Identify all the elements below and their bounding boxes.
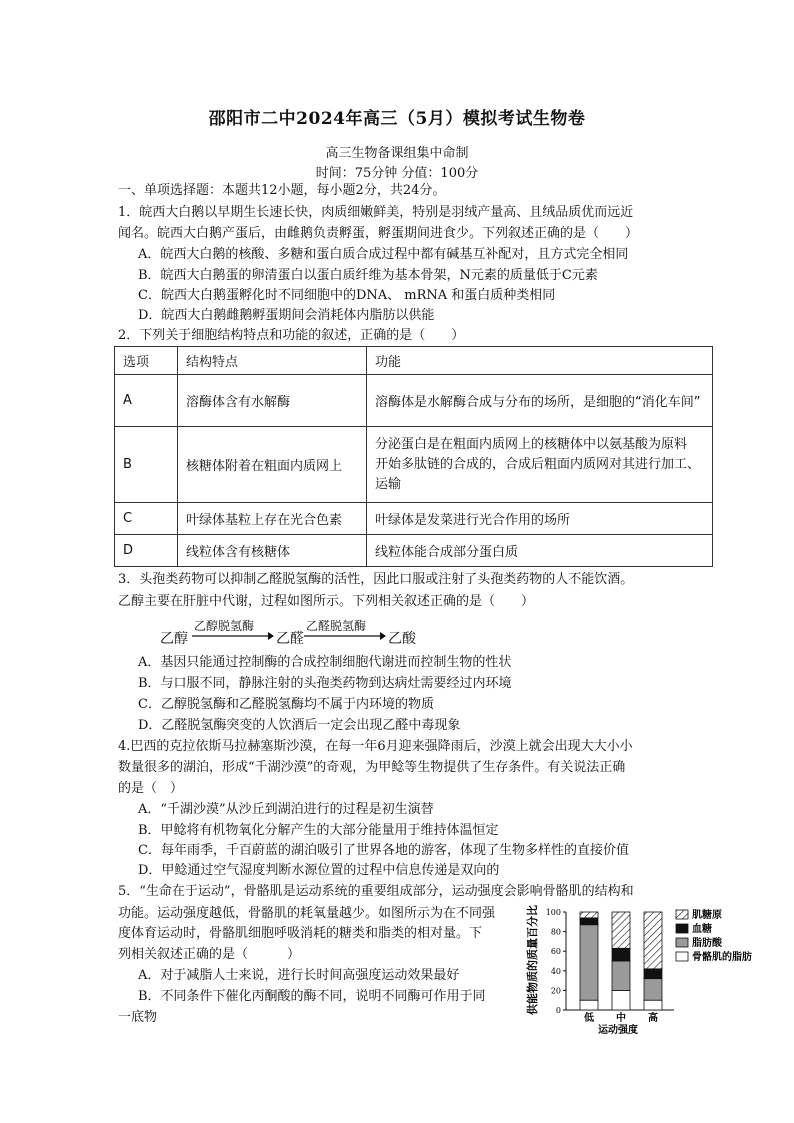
bar-segment-hatch [580,912,598,918]
cell-function: 叶绿体是发菜进行光合作用的场所 [367,503,713,535]
q4-option-c: C．每年雨季，千百蔚蓝的湖泊吸引了世界各地的游客，体现了生物多样性的直接价值 [138,843,629,858]
q5-stem-line1: 5．“生命在于运动”，骨骼肌是运动系统的重要组成部分，运动强度会影响骨骼肌的结构和 [118,884,634,899]
bar-segment-black [644,969,662,979]
cell-function: 溶酶体是水解酶合成与分布的场所，是细胞的“消化车间” [367,375,713,427]
x-tick-label: 高 [648,1013,658,1024]
section-heading: 一、单项选择题：本题共12小题，每小题2分，共24分。 [118,183,446,198]
legend-swatch [676,924,688,933]
cell-feature: 线粒体含有核糖体 [178,535,367,567]
legend-swatch [676,910,688,919]
bar-segment-white [612,990,630,1010]
q1-option-c: C．皖西大白鹅蛋孵化时不同细胞中的DNA、 mRNA 和蛋白质种类相同 [138,288,556,303]
table-row [115,535,713,567]
q4-stem-line1: 4.巴西的克拉依斯马拉赫塞斯沙漠，在每一年6月迎来强降雨后，沙漠上就会出现大大小小 [118,739,633,754]
q3-stem-line1: 3．头孢类药物可以抑制乙醛脱氢酶的活性，因此口服或注射了头孢类药物的人不能饮酒。 [118,572,634,587]
q3-stem-line2: 乙醇主要在肝脏中代谢，过程如图所示。下列相关叙述正确的是（ ） [118,594,535,609]
q4-option-a: A．“千湖沙漠”从沙丘到湖泊进行的过程是初生演替 [138,802,434,817]
q1-stem-line1: 1．皖西大白鹅以早期生长速长快，肉质细嫩鲜美，特别是羽绒产量高、且绒品质优而远近 [118,205,634,220]
header-feature: 结构特点 [178,347,367,375]
legend-label: 血糖 [692,924,712,935]
q1-option-a: A．皖西大白鹅的核酸、多糖和蛋白质合成过程中都有碱基互补配对，且方式完全相同 [138,247,629,262]
y-tick-label: 20 [550,986,561,996]
q1-option-b: B．皖西大白鹅蛋的卵清蛋白以蛋白质纤维为基本骨架，N元素的质量低于C元素 [138,268,598,283]
q2-table [114,346,713,567]
header-function: 功能 [367,347,713,375]
x-tick-label: 中 [616,1013,626,1024]
legend-label: 脂肪酸 [692,938,722,949]
x-tick-label: 低 [584,1013,594,1024]
cell-feature: 核糖体附着在粗面内质网上 [178,427,367,503]
enzyme-label-1: 乙醇脱氢酶 [194,619,255,633]
header-option: 选项 [115,347,178,375]
substrate-acetic-acid: 乙酸 [388,631,416,647]
q3-option-b: B．与口服不同，静脉注射的头孢类药物到达病灶需要经过内环境 [138,676,512,691]
cell-feature: 叶绿体基粒上存在光合色素 [178,503,367,535]
q5-stem-line4: 列相关叙述正确的是（ ） [118,947,301,962]
bar-segment-gray [644,979,662,1001]
q5-option-b-line1: B．不同条件下催化丙酮酸的酶不同，说明不同酶可作用于同 [138,989,486,1004]
q4-stem-line3: 的是（ ） [118,781,184,796]
y-tick-label: 100 [545,908,561,917]
arrow-icon [192,630,274,642]
cell-feature: 溶酶体含有水解酶 [178,375,367,427]
bar-segment-white [580,1000,598,1010]
legend-swatch [676,952,688,961]
legend-label: 骨骼肌的脂肪 [692,952,752,963]
table-row [115,375,713,427]
q4-option-d: D．甲鲶通过空气湿度判断水源位置的过程中信息传递是双向的 [138,863,500,878]
time-score: 时间：75分钟 分值：100分 [315,166,479,181]
q5-stem-line2: 功能。运动强度越低，骨骼肌的耗氧量越少。如图所示为在不同强 [118,906,496,921]
bar-segment-hatch [644,912,662,969]
q4-stem-line2: 数量很多的湖泊，形成“千湖沙漠”的奇观，为甲鲶等生物提供了生存条件。有关说法正确 [118,760,626,775]
chart-y-label: 供能物质的质量百分比 [526,905,539,1015]
q5-option-b-line2: 一底物 [118,1010,158,1025]
legend-label: 肌糖原 [692,910,722,921]
y-tick-label: 0 [555,1006,561,1015]
cell-option: D [115,535,178,567]
substrate-ethanol: 乙醇 [160,631,188,647]
y-tick-label: 40 [550,966,561,976]
cell-function [367,427,713,503]
legend-swatch [676,938,688,947]
chart-x-label: 运动强度 [598,1025,638,1036]
y-tick-label: 80 [550,927,561,937]
bar-segment-white [644,1000,662,1010]
cell-function-line: 分泌蛋白是在粗面内质网上的核糖体中以氨基酸为原料 [375,436,688,452]
q5-option-a: A．对于减脂人士来说，进行长时间高强度运动效果最好 [138,968,460,983]
table-row [115,427,713,503]
bar-segment-black [580,918,598,925]
substrate-acetaldehyde: 乙醛 [276,631,304,647]
bar-segment-gray [612,961,630,990]
cell-option: B [115,427,178,503]
page-title: 邵阳市二中2024年高三（5月）模拟考试生物卷 [208,109,586,129]
q1-stem-line2: 闻名。皖西大白鹅产蛋后，由雌鹅负责孵蛋，孵蛋期间进食少。下列叙述正确的是（ ） [118,226,639,241]
cell-function-line: 运输 [375,476,402,492]
q2-stem: 2．下列关于细胞结构特点和功能的叙述，正确的是（ ） [118,328,465,343]
arrow-icon [304,630,386,642]
q1-option-d: D．皖西大白鹅雌鹅孵蛋期间会消耗体内脂肪以供能 [138,308,435,323]
subtitle: 高三生物备课组集中命制 [325,146,469,161]
q3-option-d: D．乙醛脱氢酶突变的人饮酒后一定会出现乙醛中毒现象 [138,718,461,733]
cell-function: 线粒体能合成部分蛋白质 [367,535,713,567]
q3-option-c: C．乙醇脱氢酶和乙醛脱氢酶均不属于内环境的物质 [138,697,434,712]
q4-option-b: B．甲鲶将有机物氧化分解产生的大部分能量用于维持体温恒定 [138,823,499,838]
q3-option-a: A．基因只能通过控制酶的合成控制细胞代谢进而控制生物的性状 [138,655,512,670]
bar-segment-gray [580,925,598,1000]
q5-stem-line3: 度体育运动时，骨骼肌细胞呼吸消耗的糖类和脂类的相对量。下 [118,926,483,941]
reaction-diagram [160,620,420,650]
table-row [115,503,713,535]
cell-function-line: 开始多肽链的合成的，合成后粗面内质网对其进行加工、 [375,456,701,472]
cell-option: A [115,375,178,427]
bar-segment-black [612,948,630,961]
cell-option: C [115,503,178,535]
energy-source-chart [524,900,784,1036]
y-tick-label: 60 [550,947,561,957]
enzyme-label-2: 乙醛脱氢酶 [306,619,367,633]
bar-segment-hatch [612,912,630,948]
table-header-row [115,347,713,375]
